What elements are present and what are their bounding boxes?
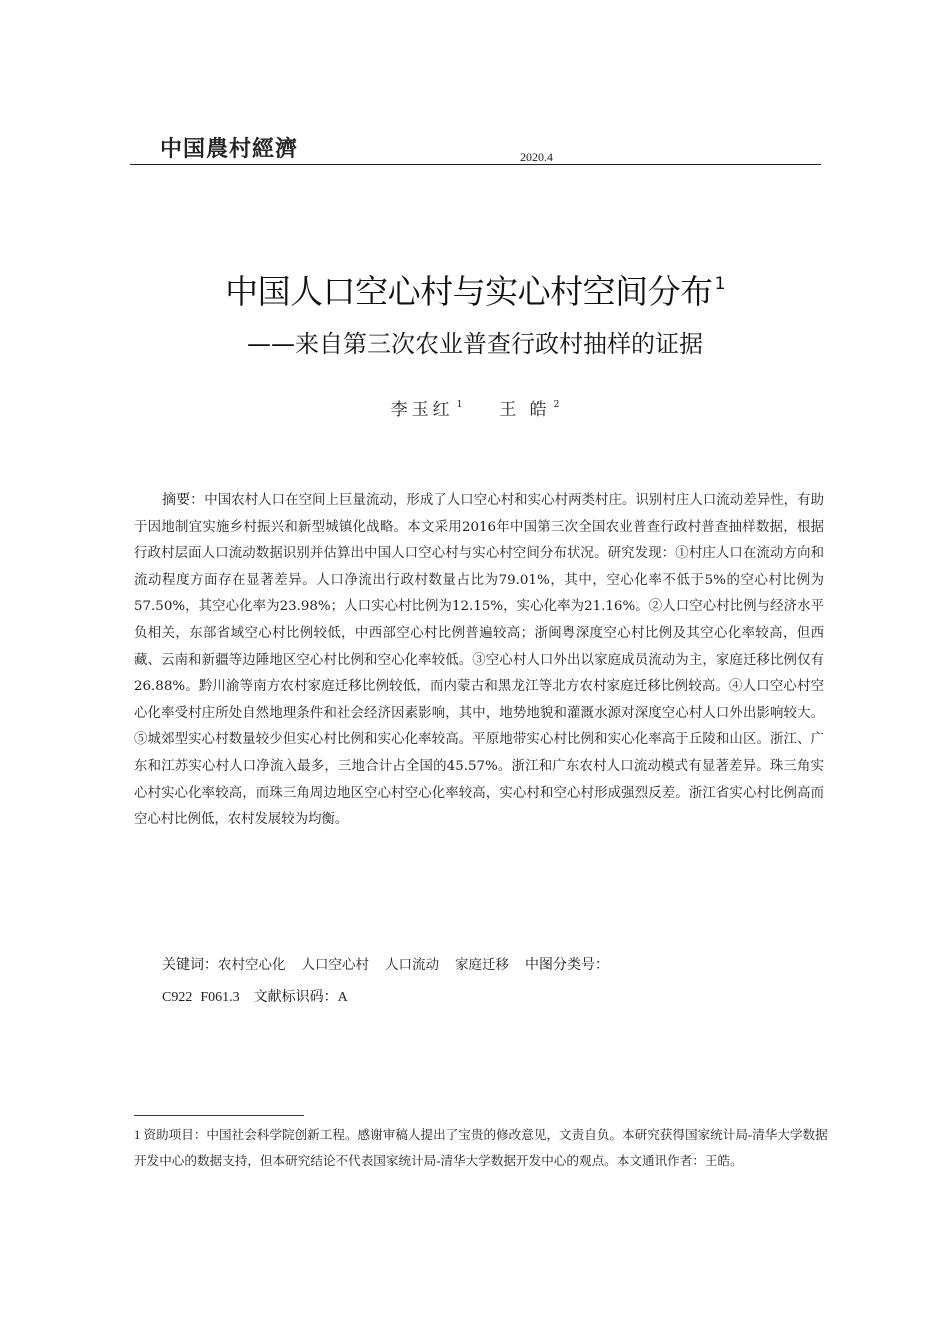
author-affiliation-mark: 1 [456, 400, 463, 410]
keywords-label: 关键词： [162, 957, 218, 973]
clc-code: C922 [162, 990, 193, 1005]
abstract-label: 摘要： [162, 492, 205, 508]
doc-code-label: 文献标识码： [253, 989, 338, 1005]
author-name: 李玉红 [390, 400, 454, 420]
keyword: 农村空心化 [218, 957, 286, 973]
keyword: 人口空心村 [301, 957, 369, 973]
footnote-rule [134, 1115, 304, 1116]
title-footnote-mark: 1 [714, 274, 725, 294]
keyword: 家庭迁移 [455, 957, 509, 973]
page-subtitle: ——来自第三次农业普查行政村抽样的证据 [247, 330, 703, 358]
author-name: 王 皓 [499, 400, 551, 420]
header-rule [130, 164, 821, 165]
doc-code: A [337, 990, 348, 1005]
page-title [0, 266, 950, 313]
abstract-text: 中国农村人口在空间上巨量流动，形成了人口空心村和实心村两类村庄。识别村庄人口流动差异性，有助于因地制宜实施乡村振兴和新型城镇化战略。本文采用2016年中国第三次全国农业普查行政村普查抽样数据，根据行政村层面人口流动数据识别并估算出中国人口空心村与实心村空间分布状况。研究发现：①村庄人口在流动方向和流动程度方面存在显著差异。人口净流出行政村数量占比为79.01%，其中，空心化率不低于5%的空心村比例为57.50%，其空心化率为23.98%；人口实心村比例为12.15%，实心化率为21.16%。②人口空心村比例与经济水平负相关，东部省域空心村比例较低，中西部空心村比例普遍较高；浙闽粤深度空心村比例及其空心化率较高，但西藏、云南和新疆等边陲地区空心村比例和空心化率较低。③空心村人口外出以家庭成员流动为主，家庭迁移比例仅有26.88%。黔川渝等南方农村家庭迁移比例较低，而内蒙古和黑龙江等北方农村家庭迁移比例较高。④人口空心村空心化率受村庄所处自然地理条件和社会经济因素影响，其中，地势地貌和灌溉水源对深度空心村人口外出影响较大。⑤城郊型实心村数量较少但实心村比例和实心化率较高。平原地带实心村比例和实心化率高于丘陵和山区。浙江、广东和江苏实心村人口净流入最多，三地合计占全国的45.57%。浙江和广东农村人口流动模式有显著差异。珠三角实心村实心化率较高，而珠三角周边地区空心村空心化率较高，实心村和空心村形成强烈反差。浙江省实心村比例高而空心村比例低，农村发展较为均衡。 [134, 493, 825, 828]
author-list [0, 395, 950, 420]
author-affiliation-mark: 2 [553, 400, 560, 410]
issue-date: 2020.4 [520, 150, 553, 164]
clc-code: F061.3 [200, 990, 240, 1005]
keyword: 人口流动 [385, 957, 439, 973]
journal-logo: 中国農村經濟 [160, 136, 299, 162]
footnote: 1 资助项目：中国社会科学院创新工程。感谢审稿人提出了宝贵的修改意见，文责自负。本研究获得国家统计局-清华大学数据开发中心的数据支持，但本研究结论不代表国家统计局-清华大学数据开发中心的观点。本文通讯作者：王皓。 [134, 1128, 828, 1168]
abstract [134, 487, 824, 834]
classification-codes [162, 986, 348, 1009]
title-text: 中国人口空心村与实心村空间分布 [225, 272, 713, 311]
keywords [162, 954, 609, 976]
clc-label: 中图分类号： [525, 957, 609, 973]
